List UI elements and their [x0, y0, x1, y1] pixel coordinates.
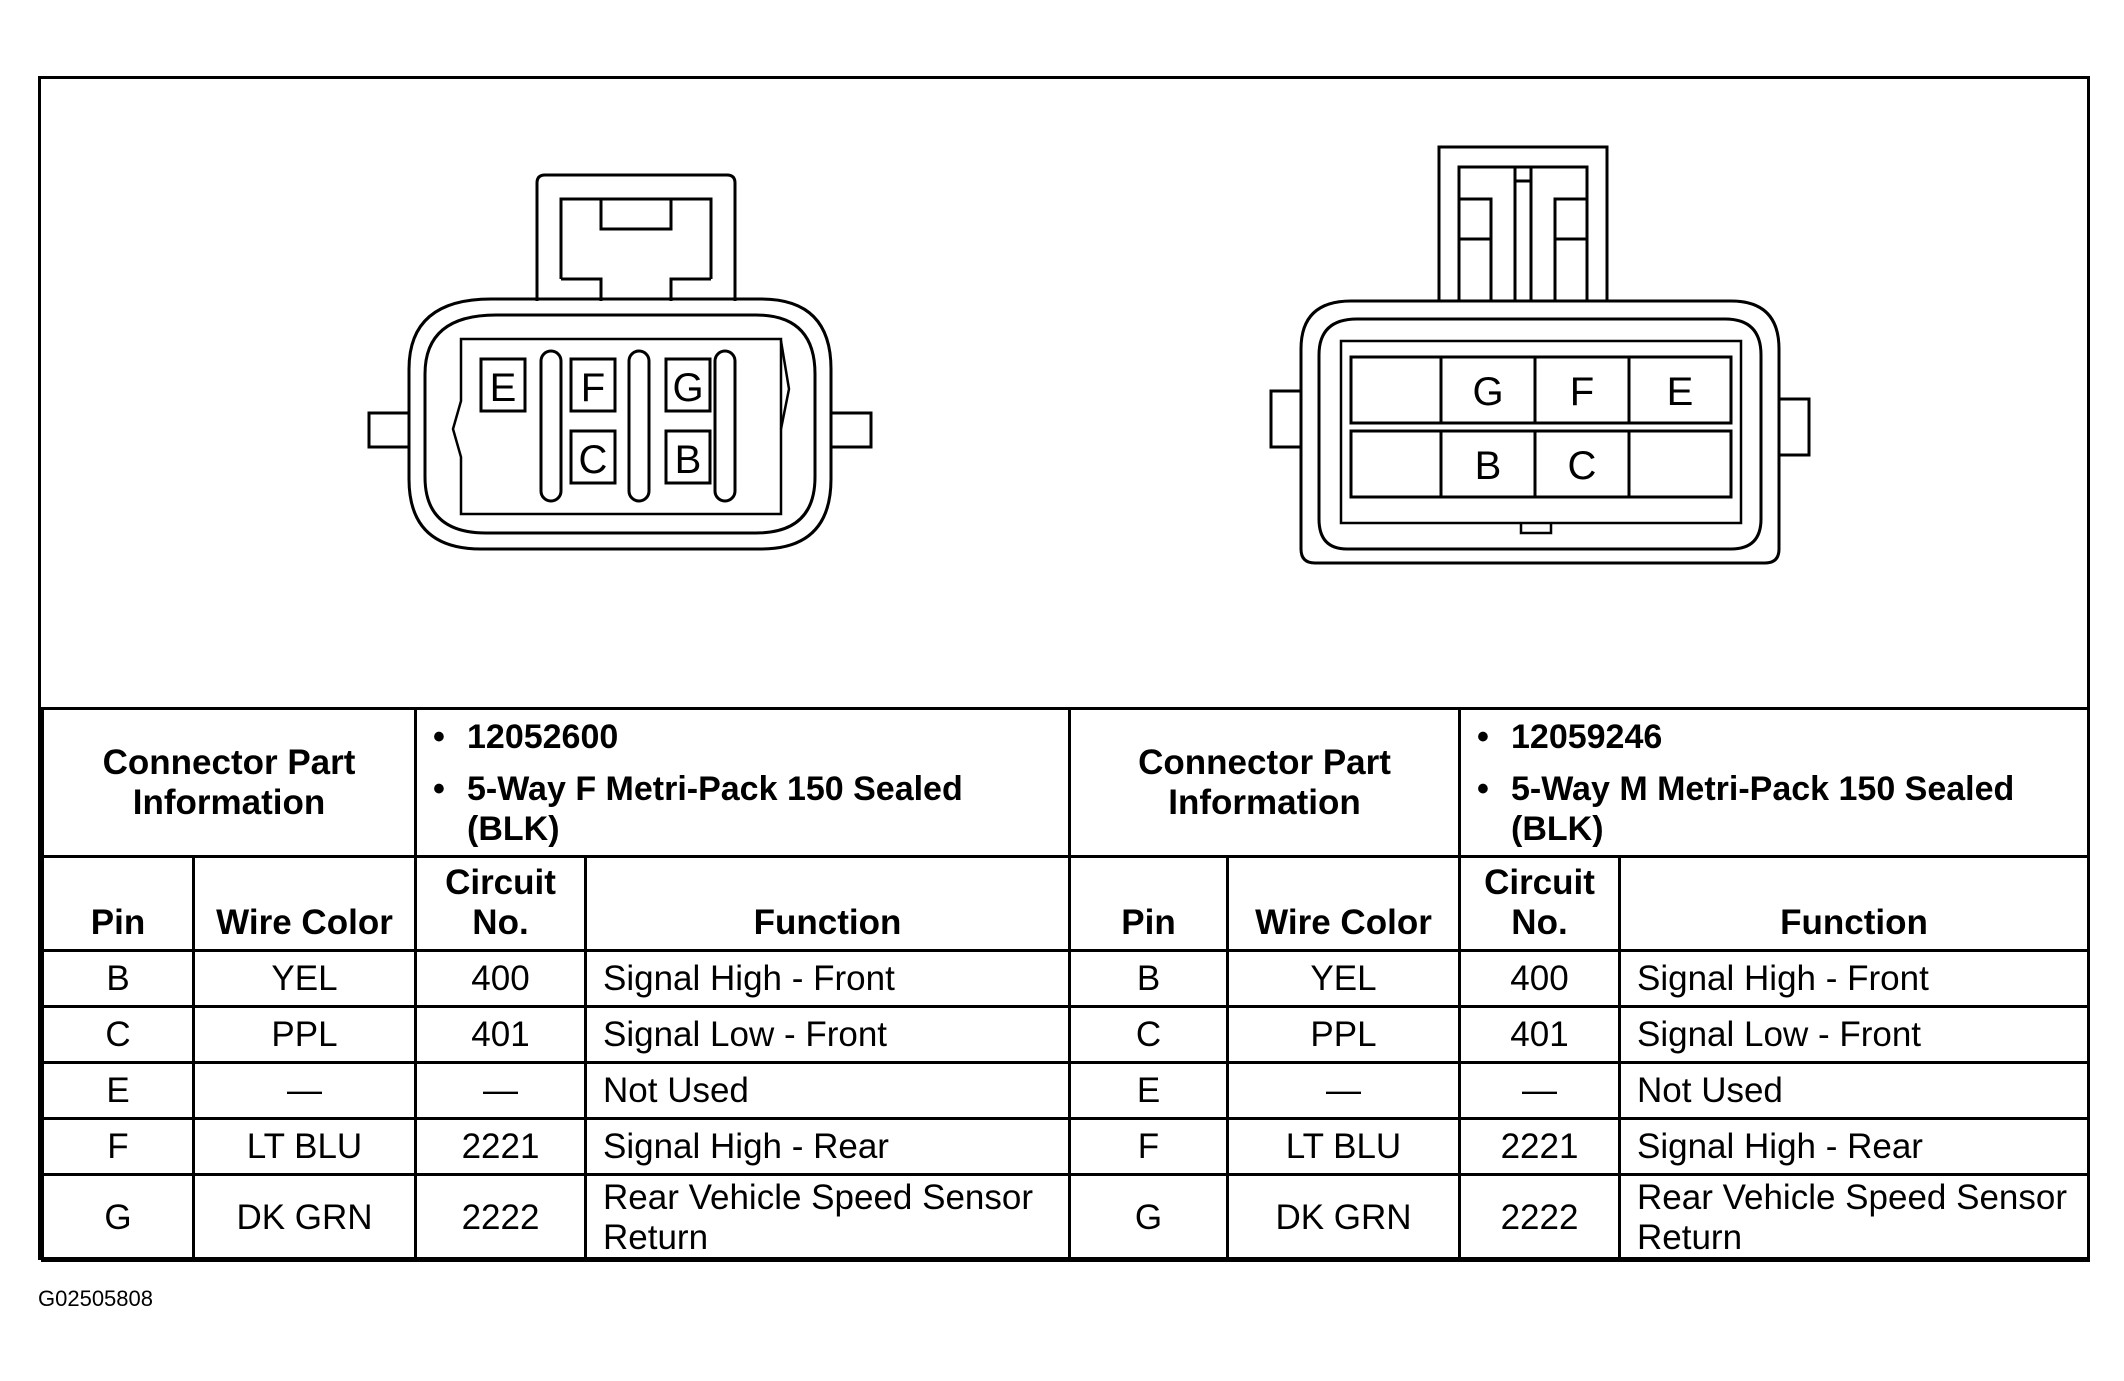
function-cell: Signal High - Rear	[1620, 1119, 2089, 1175]
part-info-label-right: Connector Part Information	[1070, 709, 1460, 857]
pin-cell: C	[43, 1007, 194, 1063]
figure-id: G02505808	[38, 1286, 153, 1311]
circuit-cell: 2221	[416, 1119, 586, 1175]
col-wire-color-left: Wire Color	[194, 857, 416, 951]
col-function-left: Function	[586, 857, 1070, 951]
part-number-right: • 12059246	[1475, 717, 2073, 757]
wire-color-cell: LT BLU	[194, 1119, 416, 1175]
pin-cell: E	[43, 1063, 194, 1119]
col-circuit-left: Circuit No.	[416, 857, 586, 951]
pin-cell: F	[1070, 1119, 1228, 1175]
female-connector-face	[369, 175, 871, 549]
pin-cell: E	[1070, 1063, 1228, 1119]
pin-cell: G	[1070, 1175, 1228, 1261]
col-circuit-right: Circuit No.	[1460, 857, 1620, 951]
female-pin-e: E	[489, 366, 517, 410]
part-info-row	[43, 709, 2089, 857]
function-cell: Signal High - Front	[1620, 951, 2089, 1007]
col-pin-left: Pin	[43, 857, 194, 951]
pin-cell: F	[43, 1119, 194, 1175]
circuit-cell: 400	[1460, 951, 1620, 1007]
function-cell: Rear Vehicle Speed Sensor Return	[586, 1175, 1070, 1261]
table-row	[43, 1119, 2089, 1175]
circuit-cell: —	[416, 1063, 586, 1119]
part-info-label-left: Connector Part Information	[43, 709, 416, 857]
wire-color-cell: PPL	[1228, 1007, 1460, 1063]
wire-color-cell: —	[1228, 1063, 1460, 1119]
col-pin-right: Pin	[1070, 857, 1228, 951]
column-header-row	[43, 857, 2089, 951]
pin-cell: C	[1070, 1007, 1228, 1063]
table-row	[43, 951, 2089, 1007]
part-number-left: • 12052600	[431, 717, 1054, 757]
female-pin-g: G	[672, 366, 704, 410]
circuit-cell: 2222	[416, 1175, 586, 1261]
pin-cell: G	[43, 1175, 194, 1261]
connector-figure	[38, 76, 2090, 1260]
pin-cell: B	[43, 951, 194, 1007]
wire-color-cell: DK GRN	[194, 1175, 416, 1261]
table-row	[43, 1007, 2089, 1063]
circuit-cell: —	[1460, 1063, 1620, 1119]
function-cell: Rear Vehicle Speed Sensor Return	[1620, 1175, 2089, 1261]
circuit-cell: 401	[416, 1007, 586, 1063]
pin-cell: B	[1070, 951, 1228, 1007]
wire-color-cell: YEL	[194, 951, 416, 1007]
pinout-table	[41, 707, 2090, 1262]
male-pin-e: E	[1666, 370, 1694, 414]
male-pin-c: C	[1567, 444, 1597, 488]
wire-color-cell: —	[194, 1063, 416, 1119]
function-cell: Signal Low - Front	[1620, 1007, 2089, 1063]
male-connector-face	[1271, 147, 1809, 563]
female-pin-b: B	[674, 438, 702, 482]
col-wire-color-right: Wire Color	[1228, 857, 1460, 951]
part-description-left: • 5-Way F Metri-Pack 150 Sealed (BLK)	[431, 769, 1054, 849]
circuit-cell: 401	[1460, 1007, 1620, 1063]
female-pin-f: F	[580, 366, 606, 410]
circuit-cell: 400	[416, 951, 586, 1007]
function-cell: Not Used	[586, 1063, 1070, 1119]
function-cell: Not Used	[1620, 1063, 2089, 1119]
circuit-cell: 2221	[1460, 1119, 1620, 1175]
wire-color-cell: PPL	[194, 1007, 416, 1063]
function-cell: Signal Low - Front	[586, 1007, 1070, 1063]
function-cell: Signal High - Front	[586, 951, 1070, 1007]
part-info-left	[416, 709, 1070, 857]
connector-diagrams	[41, 79, 2087, 707]
female-pin-c: C	[578, 438, 608, 482]
table-row	[43, 1063, 2089, 1119]
male-pin-g: G	[1472, 370, 1504, 414]
wire-color-cell: YEL	[1228, 951, 1460, 1007]
table-row	[43, 1175, 2089, 1261]
wire-color-cell: DK GRN	[1228, 1175, 1460, 1261]
male-pin-b: B	[1474, 444, 1502, 488]
wire-color-cell: LT BLU	[1228, 1119, 1460, 1175]
function-cell: Signal High - Rear	[586, 1119, 1070, 1175]
col-function-right: Function	[1620, 857, 2089, 951]
male-pin-f: F	[1569, 370, 1595, 414]
part-info-right	[1460, 709, 2089, 857]
part-description-right: • 5-Way M Metri-Pack 150 Sealed (BLK)	[1475, 769, 2073, 849]
circuit-cell: 2222	[1460, 1175, 1620, 1261]
